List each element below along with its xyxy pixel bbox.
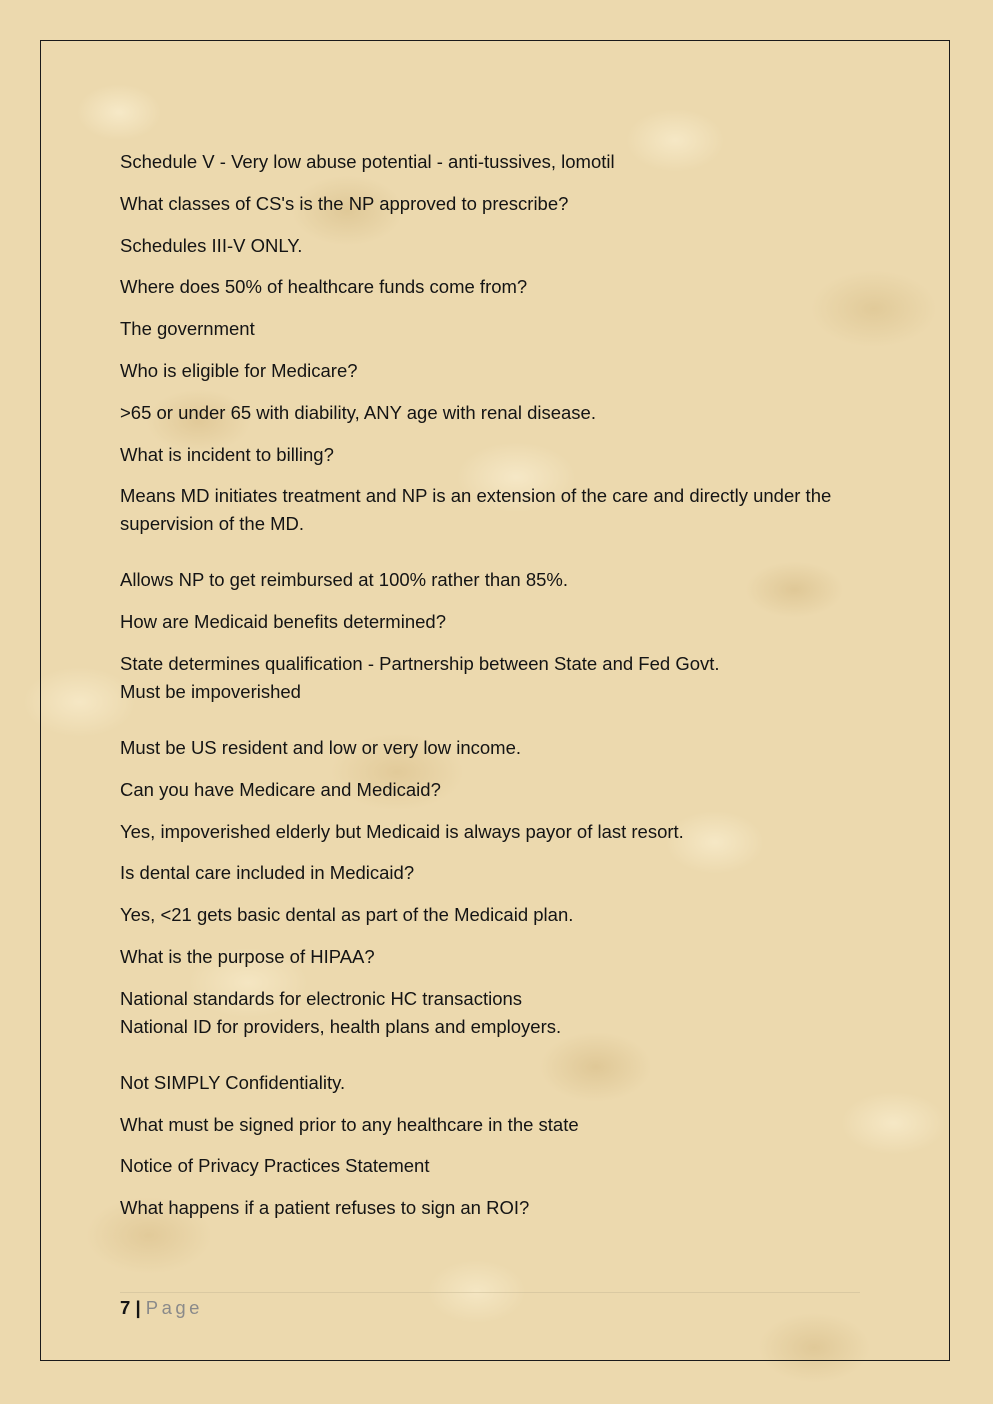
answer-paragraph: State determines qualification - Partnership between State and Fed Govt. Must be impoverished (120, 652, 720, 702)
answer-line: Must be US resident and low or very low income. (120, 736, 522, 758)
answer-paragraph: National standards for electronic HC transactions National ID for providers, health plans and employers. (120, 987, 562, 1037)
question-line: What must be signed prior to any healthcare in the state (120, 1113, 579, 1135)
answer-line: Schedules III-V ONLY. (120, 234, 303, 256)
document-body (120, 148, 880, 1236)
answer-line: Notice of Privacy Practices Statement (120, 1155, 430, 1177)
page-separator: | (135, 1297, 141, 1318)
answer-line: The government (120, 318, 255, 340)
question-line: What classes of CS's is the NP approved to prescribe? (120, 192, 569, 214)
question-line: How are Medicaid benefits determined? (120, 611, 446, 633)
answer-line: Not SIMPLY Confidentiality. (120, 1071, 346, 1093)
question-line: What is the purpose of HIPAA? (120, 945, 375, 967)
question-line: Who is eligible for Medicare? (120, 359, 358, 381)
answer-paragraph: Means MD initiates treatment and NP is an extension of the care and directly under the supervision of the MD. (120, 485, 832, 535)
answer-line: Yes, <21 gets basic dental as part of the Medicaid plan. (120, 904, 574, 926)
text-line: Schedule V - Very low abuse potential - anti-tussives, lomotil (120, 151, 615, 172)
page-label: Page (145, 1297, 203, 1318)
page-footer (120, 1296, 203, 1320)
answer-line: Allows NP to get reimbursed at 100% rather than 85%. (120, 569, 569, 591)
question-line: What is incident to billing? (120, 443, 334, 465)
footer-divider (120, 1292, 860, 1293)
answer-line: >65 or under 65 with diability, ANY age with renal disease. (120, 401, 596, 423)
question-line: Where does 50% of healthcare funds come from? (120, 276, 528, 298)
question-line: What happens if a patient refuses to sign an ROI? (120, 1197, 530, 1219)
page-number: 7 (120, 1297, 131, 1318)
question-line: Can you have Medicare and Medicaid? (120, 778, 441, 800)
question-line: Is dental care included in Medicaid? (120, 862, 415, 884)
answer-line: Yes, impoverished elderly but Medicaid is always payor of last resort. (120, 820, 684, 842)
